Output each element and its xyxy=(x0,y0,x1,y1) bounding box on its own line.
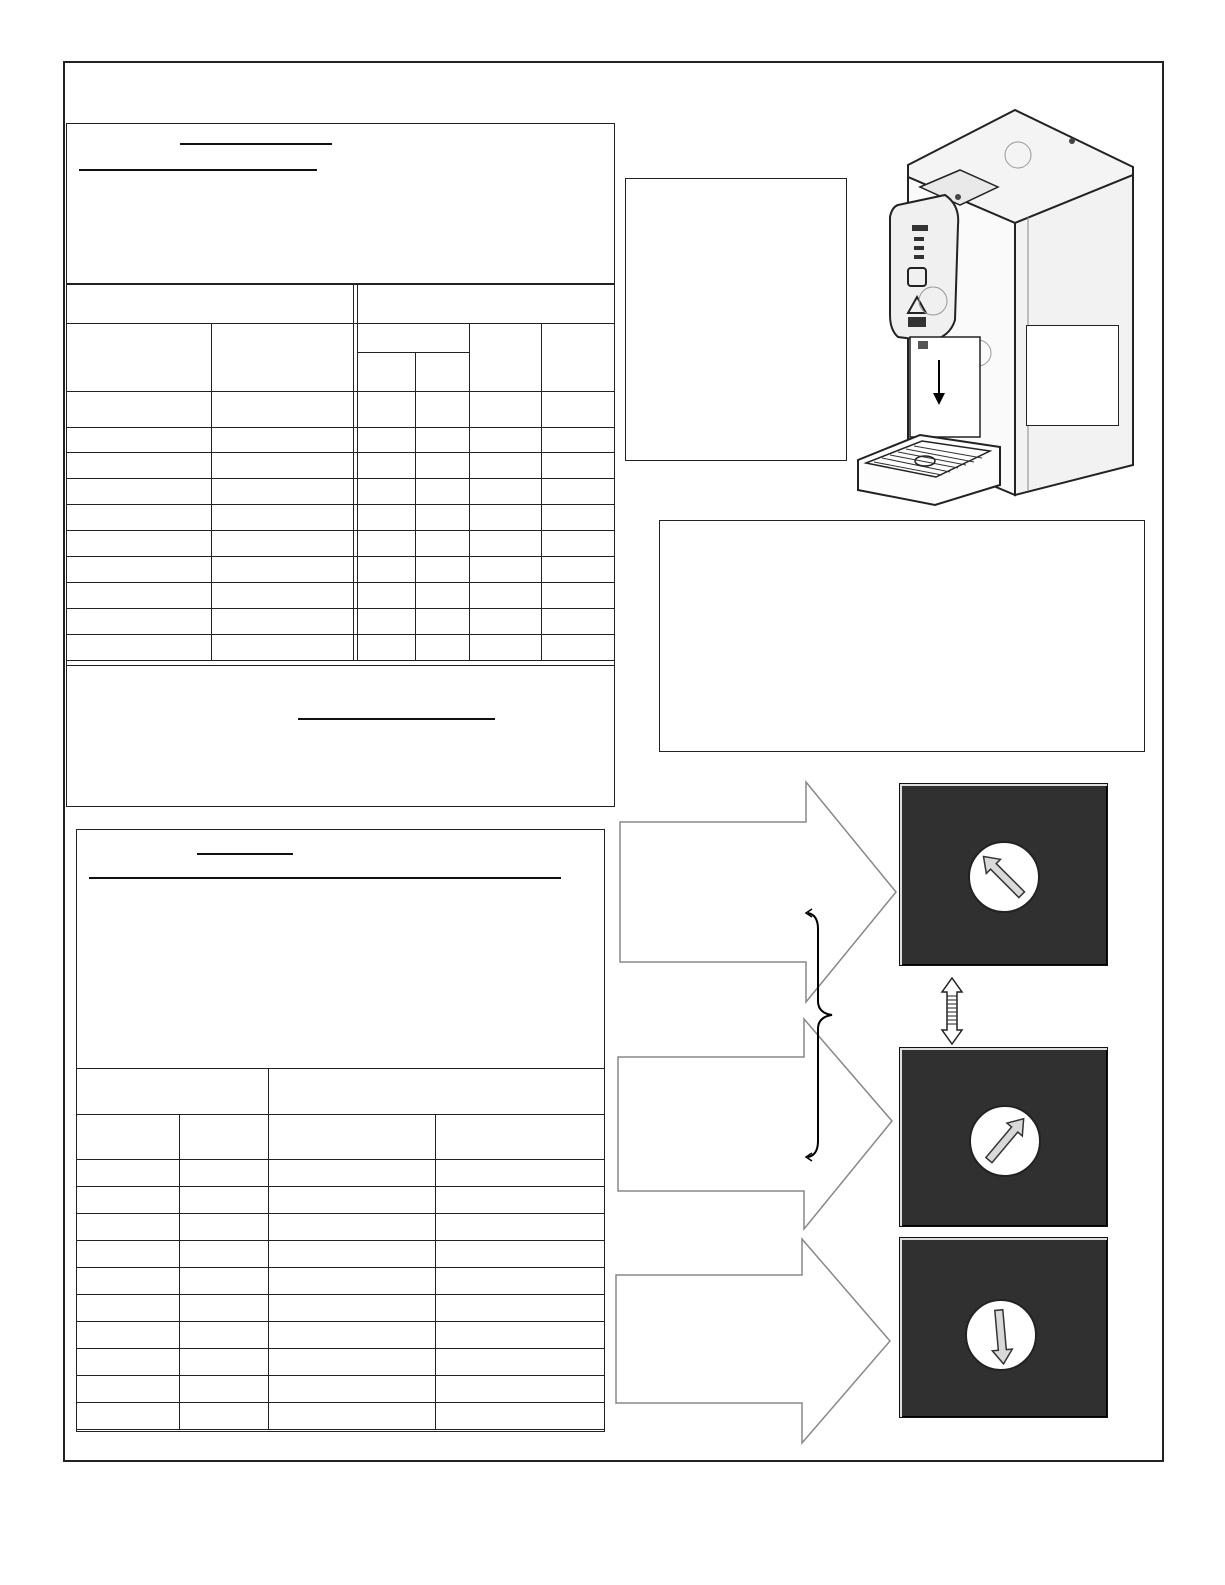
info-box xyxy=(659,520,1145,752)
table-row xyxy=(66,479,615,505)
table-row xyxy=(76,1322,605,1349)
subheading-underline xyxy=(79,169,317,171)
table-cell xyxy=(435,1403,605,1430)
table-cell xyxy=(415,479,469,505)
dispenser-illustration xyxy=(850,105,1150,525)
table-cell xyxy=(66,453,211,479)
table-cell xyxy=(76,1241,179,1268)
table-cell xyxy=(179,1187,268,1214)
table-cell xyxy=(66,428,211,453)
table-cell xyxy=(179,1214,268,1241)
table-row xyxy=(76,1160,605,1187)
table-row xyxy=(76,1295,605,1322)
table-cell xyxy=(179,1268,268,1295)
group-left-header xyxy=(66,284,353,324)
col-header-5 xyxy=(541,324,615,392)
callout-box xyxy=(625,178,847,461)
col-header-4 xyxy=(469,324,541,392)
table-row xyxy=(66,531,615,557)
table-cell xyxy=(541,557,615,583)
table-cell xyxy=(76,1295,179,1322)
bottom-col-3 xyxy=(268,1115,435,1160)
table-cell xyxy=(541,428,615,453)
table-cell xyxy=(415,428,469,453)
table-cell xyxy=(211,635,353,661)
table-cell xyxy=(541,453,615,479)
group-right-header xyxy=(357,284,615,324)
bottom-col-1 xyxy=(76,1115,179,1160)
bottom-col-2 xyxy=(179,1115,268,1160)
table-cell xyxy=(76,1349,179,1376)
table-cell xyxy=(541,609,615,635)
table-cell xyxy=(179,1376,268,1403)
table-cell xyxy=(211,531,353,557)
table-cell xyxy=(268,1322,435,1349)
table-cell xyxy=(435,1295,605,1322)
table-cell xyxy=(469,453,541,479)
table-cell xyxy=(435,1268,605,1295)
table-row xyxy=(76,1214,605,1241)
table-cell xyxy=(435,1214,605,1241)
table-cell xyxy=(179,1160,268,1187)
table-cell xyxy=(541,505,615,531)
table-cell xyxy=(469,505,541,531)
table-cell xyxy=(211,428,353,453)
table-cell xyxy=(415,392,469,428)
table-cell xyxy=(268,1268,435,1295)
table-cell xyxy=(541,635,615,661)
table-cell xyxy=(435,1322,605,1349)
table-cell xyxy=(541,392,615,428)
table-cell xyxy=(66,479,211,505)
table-cell xyxy=(415,635,469,661)
knob-dial-down[interactable] xyxy=(964,1298,1038,1372)
table-row xyxy=(66,392,615,428)
double-arrow-icon xyxy=(940,976,964,1046)
table-cell xyxy=(211,609,353,635)
table-cell xyxy=(211,392,353,428)
table-cell xyxy=(268,1295,435,1322)
table-cell xyxy=(435,1349,605,1376)
table-cell xyxy=(357,557,415,583)
table-cell xyxy=(415,609,469,635)
table-cell xyxy=(469,583,541,609)
table-cell xyxy=(357,392,415,428)
label-box xyxy=(1026,325,1119,426)
col-subheader-b xyxy=(415,353,469,392)
table-cell xyxy=(357,428,415,453)
table-cell xyxy=(435,1160,605,1187)
table-cell xyxy=(76,1376,179,1403)
table-cell xyxy=(76,1160,179,1187)
table-cell xyxy=(415,583,469,609)
table-cell xyxy=(211,583,353,609)
table-cell xyxy=(66,609,211,635)
knob-panel-1 xyxy=(899,783,1108,966)
table-cell xyxy=(415,505,469,531)
bottom-col-4 xyxy=(435,1115,605,1160)
knob-dial-up-left[interactable] xyxy=(967,840,1041,914)
col-header-2 xyxy=(211,324,353,392)
table-cell xyxy=(211,557,353,583)
table-cell xyxy=(435,1241,605,1268)
table-cell xyxy=(179,1295,268,1322)
table-cell xyxy=(357,635,415,661)
table-cell xyxy=(179,1322,268,1349)
table-cell xyxy=(357,583,415,609)
table-row xyxy=(76,1187,605,1214)
table-cell xyxy=(268,1403,435,1430)
table-cell xyxy=(211,479,353,505)
table-cell xyxy=(469,479,541,505)
table-cell xyxy=(179,1349,268,1376)
brace-icon xyxy=(800,905,840,1165)
table-cell xyxy=(469,635,541,661)
table-cell xyxy=(76,1268,179,1295)
table-row xyxy=(66,635,615,661)
table-cell xyxy=(469,531,541,557)
table-cell xyxy=(76,1322,179,1349)
table-row xyxy=(66,557,615,583)
table-cell xyxy=(541,479,615,505)
table-cell xyxy=(211,453,353,479)
table-row xyxy=(76,1268,605,1295)
bottom-group-left xyxy=(76,1069,268,1115)
knob-panel-3 xyxy=(899,1237,1108,1418)
table-cell xyxy=(66,557,211,583)
table-cell xyxy=(66,635,211,661)
table-cell xyxy=(268,1376,435,1403)
col-header-3 xyxy=(357,324,469,353)
table-cell xyxy=(415,557,469,583)
table-cell xyxy=(66,505,211,531)
bottom-heading-underline xyxy=(197,853,293,855)
bottom-subheading-underline xyxy=(89,877,561,879)
table-cell xyxy=(66,392,211,428)
table-cell xyxy=(76,1187,179,1214)
table-cell xyxy=(357,453,415,479)
table-cell xyxy=(179,1403,268,1430)
table-cell xyxy=(357,531,415,557)
table-cell xyxy=(415,453,469,479)
table-row xyxy=(76,1349,605,1376)
table-cell xyxy=(76,1214,179,1241)
knob-panel-2 xyxy=(899,1047,1108,1227)
table-row xyxy=(66,428,615,453)
arrow-shape-3 xyxy=(614,1237,899,1447)
col-subheader-a xyxy=(357,353,415,392)
table-cell xyxy=(268,1187,435,1214)
table-cell xyxy=(469,392,541,428)
table-cell xyxy=(268,1349,435,1376)
table-cell xyxy=(268,1241,435,1268)
table-cell xyxy=(76,1403,179,1430)
arrow-shape-2 xyxy=(616,1017,901,1233)
heading-underline xyxy=(180,143,332,145)
table-row xyxy=(76,1403,605,1430)
table-cell xyxy=(469,428,541,453)
table-row xyxy=(66,453,615,479)
top-data-table xyxy=(66,283,615,661)
note-underline xyxy=(298,718,495,720)
table-cell xyxy=(268,1214,435,1241)
bottom-data-table xyxy=(76,1068,605,1430)
table-cell xyxy=(435,1376,605,1403)
table-row xyxy=(66,505,615,531)
col-header-1 xyxy=(66,324,211,392)
table-cell xyxy=(357,609,415,635)
bottom-group-right xyxy=(268,1069,605,1115)
table-cell xyxy=(268,1160,435,1187)
arrow-shape-1 xyxy=(618,780,903,1006)
table-cell xyxy=(179,1241,268,1268)
table-row xyxy=(76,1376,605,1403)
knob-dial-up-right[interactable] xyxy=(968,1104,1042,1178)
table-cell xyxy=(66,531,211,557)
table-row xyxy=(66,609,615,635)
table-row xyxy=(66,583,615,609)
table-cell xyxy=(357,479,415,505)
table-cell xyxy=(415,531,469,557)
table-cell xyxy=(541,583,615,609)
table-cell xyxy=(357,505,415,531)
table-cell xyxy=(211,505,353,531)
table-cell xyxy=(469,609,541,635)
table-cell xyxy=(66,583,211,609)
table-cell xyxy=(435,1187,605,1214)
table-cell xyxy=(469,557,541,583)
table-cell xyxy=(541,531,615,557)
table-row xyxy=(76,1241,605,1268)
table-bottom-rule xyxy=(67,665,614,666)
